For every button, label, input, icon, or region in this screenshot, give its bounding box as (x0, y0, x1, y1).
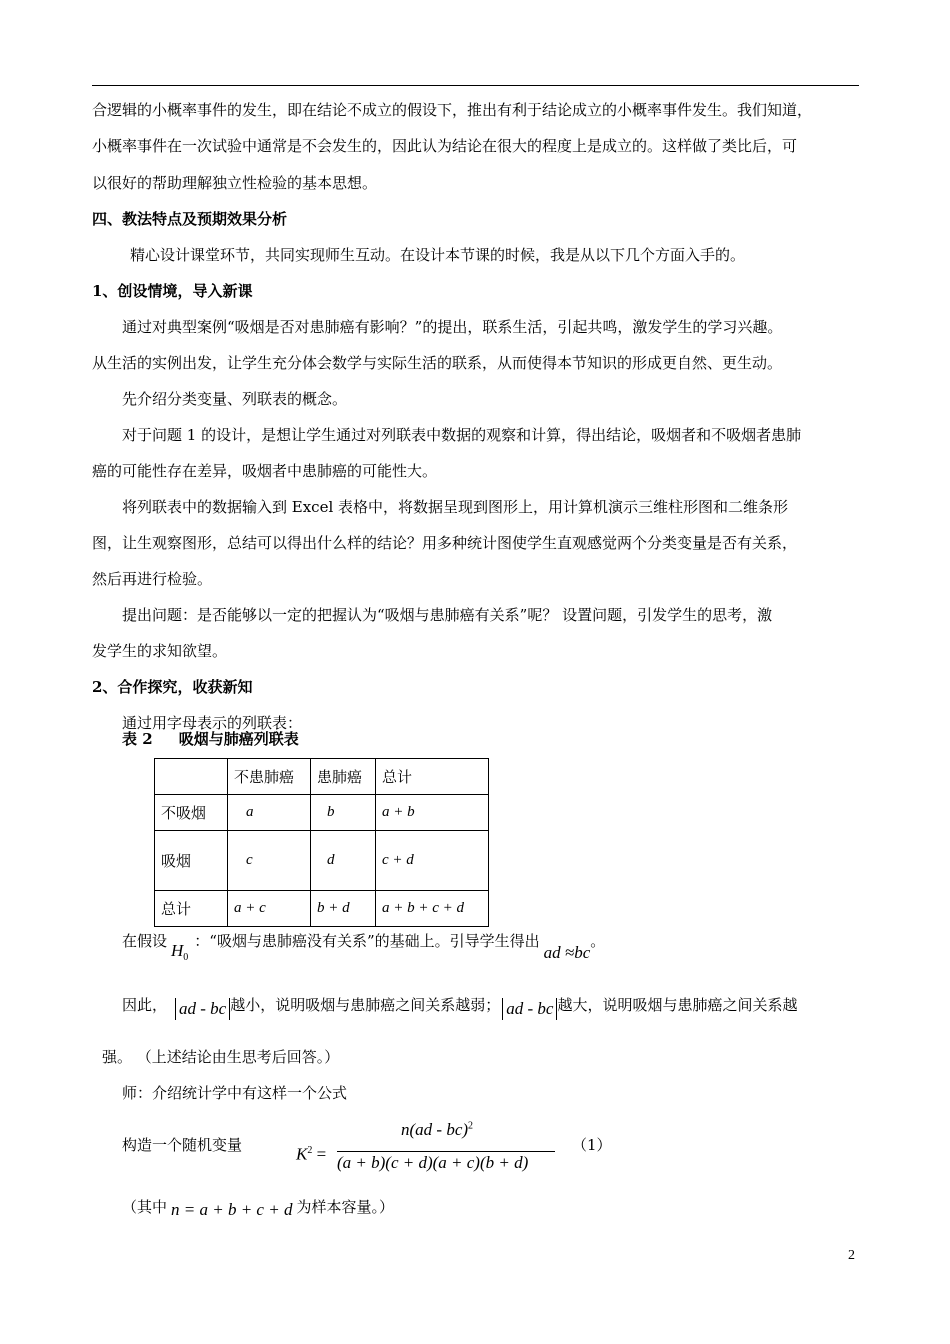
conclusion-line (122, 994, 797, 1016)
conclusion-line-2: 强。 （上述结论由生思考后回答。） (102, 1048, 340, 1066)
subsection-heading: 2、合作探究，收获新知 (92, 678, 253, 696)
conclusion-post: 越大，说明吸烟与患肺癌之间关系越 (557, 996, 798, 1014)
abs-expression: ad - bc (502, 998, 557, 1020)
table-cell: c (228, 831, 311, 891)
table-row (155, 795, 489, 831)
numerator-text: n(ad - bc) (401, 1120, 469, 1139)
equals-sign: = (312, 1144, 327, 1164)
table-cell: b (311, 795, 376, 831)
construct-label: 构造一个随机变量 (122, 1136, 243, 1154)
table-header-cell: 总计 (376, 759, 489, 795)
paragraph-line: 将列联表中的数据输入到 Excel 表格中，将数据呈现到图形上，用计算机演示三维柱形图和二维条形 (122, 498, 789, 516)
k-squared (296, 1140, 326, 1166)
hypothesis-text: ：“吸烟与患肺癌没有关系”的基础上。引导学生得出 (194, 932, 540, 950)
row-label: 吸烟 (155, 831, 228, 891)
abs-expression: ad - bc (175, 998, 230, 1020)
table-header-cell: 不患肺癌 (228, 759, 311, 795)
sample-line (122, 1196, 394, 1218)
row-label: 不吸烟 (155, 795, 228, 831)
k-symbol: K (296, 1144, 308, 1164)
sample-post: 为样本容量。） (296, 1198, 394, 1216)
hypothesis-end: 。 (590, 932, 606, 950)
table-row (155, 891, 489, 927)
hypothesis-line (122, 930, 606, 963)
row-label: 总计 (155, 891, 228, 927)
table-cell: a (228, 795, 311, 831)
sample-formula: n = a + b + c + d (171, 1200, 293, 1219)
header-rule (92, 85, 859, 86)
paragraph-line: 发学生的求知欲望。 (92, 642, 228, 660)
table-cell: a + b + c + d (376, 891, 489, 927)
table-row (155, 831, 489, 891)
hypothesis-symbol: H (171, 941, 184, 960)
paragraph-line: 提出问题：是否能够以一定的把握认为“吸烟与患肺癌有关系”呢？ 设置问题，引发学生的思考，激 (122, 606, 773, 624)
paragraph-line: 从生活的实例出发，让学生充分体会数学与实际生活的联系，从而使得本节知识的形成更自然、更生动。 (92, 354, 783, 372)
section-heading: 四、教法特点及预期效果分析 (92, 210, 288, 228)
fraction-bar (337, 1151, 555, 1152)
conclusion-mid: 越小，说明吸烟与患肺癌之间关系越弱； (230, 996, 501, 1014)
equation-number: （1） (572, 1136, 612, 1154)
page-number: 2 (848, 1248, 855, 1263)
table-header-cell: 患肺癌 (311, 759, 376, 795)
hypothesis-subscript: 0 (183, 952, 189, 963)
table-header-row (155, 759, 489, 795)
paragraph-line: 对于问题 1 的设计，是想让学生通过对列联表中数据的观察和计算，得出结论，吸烟者和不吸烟者患肺 (122, 426, 802, 444)
table-caption: 表 2 吸烟与肺癌列联表 (122, 730, 299, 748)
paragraph-line: 合逻辑的小概率事件的发生，即在结论不成立的假设下，推出有利于结论成立的小概率事件发生。我们知道， (92, 101, 813, 119)
paragraph-line: 然后再进行检验。 (92, 570, 213, 588)
k-exponent: 2 (307, 1145, 313, 1156)
contingency-table (154, 758, 489, 927)
table-cell: d (311, 831, 376, 891)
table-cell: c + d (376, 831, 489, 891)
hypothesis-prefix: 在假设 (122, 932, 168, 950)
paragraph-line: 通过对典型案例“吸烟是否对患肺癌有影响？”的提出，联系生活，引起共鸣，激发学生的学习兴趣。 (122, 318, 783, 336)
sample-prefix: （其中 (122, 1198, 168, 1216)
paragraph-line: 癌的可能性存在差异，吸烟者中患肺癌的可能性大。 (92, 462, 438, 480)
table-cell: a + c (228, 891, 311, 927)
numerator-exponent: 2 (468, 1120, 474, 1132)
subsection-heading: 1、创设情境，导入新课 (92, 282, 253, 300)
paragraph-line: 小概率事件在一次试验中通常是不会发生的，因此认为结论在很大的程度上是成立的。这样做了类比后，可 (92, 137, 798, 155)
table-cell: b + d (311, 891, 376, 927)
paragraph-line: 通过用字母表示的列联表： (122, 714, 303, 732)
table-cell: a + b (376, 795, 489, 831)
paragraph-line: 以很好的帮助理解独立性检验的基本思想。 (92, 174, 378, 192)
table-header-cell (155, 759, 228, 795)
fraction-denominator: (a + b)(c + d)(a + c)(b + d) (337, 1153, 529, 1172)
conclusion-prefix: 因此， (122, 996, 168, 1014)
paragraph-line: 精心设计课堂环节，共同实现师生互动。在设计本节课的时候，我是从以下几个方面入手的。 (130, 246, 746, 264)
paragraph-line: 图，让生观察图形，总结可以得出什么样的结论？用多种统计图使学生直观感觉两个分类变量是否有关系， (92, 534, 798, 552)
hypothesis-formula: ad ≈bc (543, 943, 591, 962)
teacher-line: 师：介绍统计学中有这样一个公式 (122, 1084, 348, 1102)
fraction-numerator (401, 1120, 473, 1140)
paragraph-line: 先介绍分类变量、列联表的概念。 (122, 390, 348, 408)
